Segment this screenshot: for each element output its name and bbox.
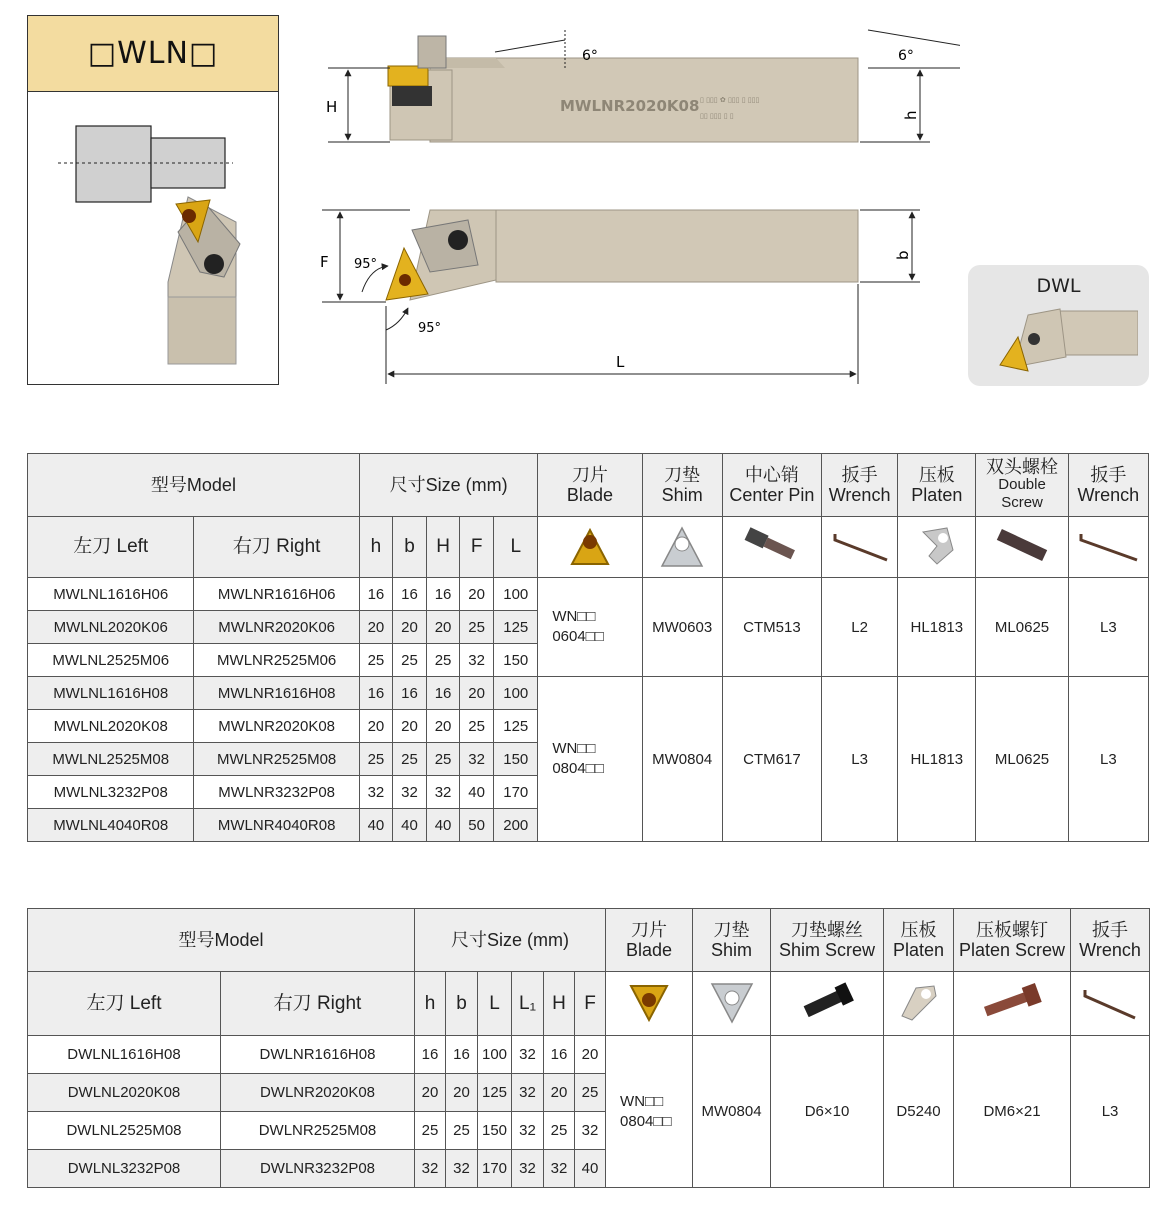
header-shim: 刀垫 Shim bbox=[642, 454, 722, 517]
header-platen: 压板 Platen bbox=[884, 909, 954, 972]
angle-top-left: 6° bbox=[582, 48, 598, 64]
table-row: DWLNL2525M08 DWLNR2525M08 25 25 150 32 25 32 bbox=[28, 1112, 1150, 1150]
header-center-pin: 中心销 Center Pin bbox=[722, 454, 821, 517]
dim-h: h bbox=[902, 110, 920, 120]
platen-icon bbox=[884, 972, 954, 1036]
header-F: F bbox=[575, 972, 606, 1036]
header-size: 尺寸Size (mm) bbox=[359, 454, 537, 517]
header-L: L bbox=[478, 972, 512, 1036]
header-size: 尺寸Size (mm) bbox=[415, 909, 606, 972]
header-left: 左刀 Left bbox=[28, 972, 221, 1036]
table-row: DWLNL1616H08 DWLNR1616H08 16 16 100 32 16 20 WN□□ 0804□□ MW0804 D6×10 D5240 DM6×21 L3 bbox=[28, 1036, 1150, 1074]
header-b: b bbox=[392, 517, 426, 578]
page-title: □WLN□ bbox=[28, 16, 278, 92]
header-platen: 压板 Platen bbox=[898, 454, 976, 517]
svg-text:▯▯ ▯▯▯ ▯ ▯: ▯▯ ▯▯▯ ▯ ▯ bbox=[700, 112, 734, 120]
wrench-2-icon bbox=[1068, 517, 1148, 578]
dwl-label: DWL bbox=[1036, 275, 1081, 297]
dim-L: L bbox=[616, 353, 625, 371]
header-shim: 刀垫 Shim bbox=[693, 909, 771, 972]
header-blade: 刀片 Blade bbox=[538, 454, 642, 517]
table-row: MWLNL1616H08 MWLNR1616H08 16 16 16 20 100 WN□□ 0804□□ MW0804 CTM617 L3 HL1813 ML0625 L3 bbox=[28, 677, 1149, 710]
header-H: H bbox=[544, 972, 575, 1036]
spec-table-dwln bbox=[27, 908, 1150, 1188]
dwl-holder-image bbox=[988, 301, 1138, 383]
header-wrench: 扳手 Wrench bbox=[1071, 909, 1150, 972]
center-pin-icon bbox=[722, 517, 821, 578]
shim-icon bbox=[642, 517, 722, 578]
wrench-icon bbox=[1071, 972, 1150, 1036]
blade-group-2: WN□□ 0804□□ bbox=[538, 677, 642, 842]
blade-group: WN□□ 0804□□ bbox=[606, 1036, 693, 1188]
double-screw-icon bbox=[976, 517, 1068, 578]
header-right: 右刀 Right bbox=[221, 972, 415, 1036]
table-row: MWLNL2020K06 MWLNR2020K06 20 20 20 25 125 bbox=[28, 611, 1149, 644]
table-row: MWLNL2020K08 MWLNR2020K08 20 20 20 25 125 bbox=[28, 710, 1149, 743]
header-right: 右刀 Right bbox=[194, 517, 359, 578]
table-row: MWLNL4040R08 MWLNR4040R08 40 40 40 50 200 bbox=[28, 809, 1149, 842]
table-row: MWLNL3232P08 MWLNR3232P08 32 32 32 40 170 bbox=[28, 776, 1149, 809]
header-double-screw: 双头螺栓 Double Screw bbox=[976, 454, 1068, 517]
header-L1: L₁ bbox=[512, 972, 544, 1036]
header-L: L bbox=[494, 517, 538, 578]
spec-table-mwln bbox=[27, 453, 1149, 842]
table-row: MWLNL2525M06 MWLNR2525M06 25 25 25 32 150 bbox=[28, 644, 1149, 677]
shim-screw-icon bbox=[771, 972, 884, 1036]
table-row: MWLNL2525M08 MWLNR2525M08 25 25 25 32 150 bbox=[28, 743, 1149, 776]
title-panel bbox=[27, 15, 279, 385]
header-h: h bbox=[359, 517, 392, 578]
table-row: MWLNL1616H06 MWLNR1616H06 16 16 16 20 100 WN□□ 0604□□ MW0603 CTM513 L2 HL1813 ML0625 L3 bbox=[28, 578, 1149, 611]
orientation-diagram bbox=[28, 92, 278, 384]
dim-F: F bbox=[320, 253, 329, 271]
header-model: 型号Model bbox=[28, 454, 360, 517]
platen-screw-icon bbox=[954, 972, 1071, 1036]
header-shim-screw: 刀垫螺丝 Shim Screw bbox=[771, 909, 884, 972]
header-left: 左刀 Left bbox=[28, 517, 194, 578]
shim-icon bbox=[693, 972, 771, 1036]
table-row: DWLNL3232P08 DWLNR3232P08 32 32 170 32 32 40 bbox=[28, 1150, 1150, 1188]
blade-insert-icon bbox=[606, 972, 693, 1036]
blade-group-1: WN□□ 0604□□ bbox=[538, 578, 642, 677]
header-platen-screw: 压板螺钉 Platen Screw bbox=[954, 909, 1071, 972]
blade-insert-icon bbox=[538, 517, 642, 578]
angle-top-right: 6° bbox=[898, 48, 914, 64]
engraving-text: MWLNR2020K08 bbox=[560, 97, 700, 115]
header-F: F bbox=[460, 517, 494, 578]
technical-drawing bbox=[300, 10, 960, 390]
wrench-icon bbox=[822, 517, 898, 578]
svg-text:▯ ▯▯▯ ✿ ▯▯▯ ▯ ▯▯▯: ▯ ▯▯▯ ✿ ▯▯▯ ▯ ▯▯▯ bbox=[700, 96, 760, 104]
platen-icon bbox=[898, 517, 976, 578]
header-model: 型号Model bbox=[28, 909, 415, 972]
header-H: H bbox=[427, 517, 460, 578]
header-b: b bbox=[446, 972, 478, 1036]
header-h: h bbox=[415, 972, 446, 1036]
dim-H: H bbox=[326, 98, 338, 116]
angle-95-b: 95° bbox=[418, 321, 442, 336]
angle-95-a: 95° bbox=[354, 257, 378, 272]
table-row: DWLNL2020K08 DWLNR2020K08 20 20 125 32 20 25 bbox=[28, 1074, 1150, 1112]
dim-b: b bbox=[894, 250, 912, 260]
header-wrench: 扳手 Wrench bbox=[822, 454, 898, 517]
header-wrench-2: 扳手 Wrench bbox=[1068, 454, 1148, 517]
dwl-badge bbox=[968, 265, 1149, 386]
header-blade: 刀片 Blade bbox=[606, 909, 693, 972]
